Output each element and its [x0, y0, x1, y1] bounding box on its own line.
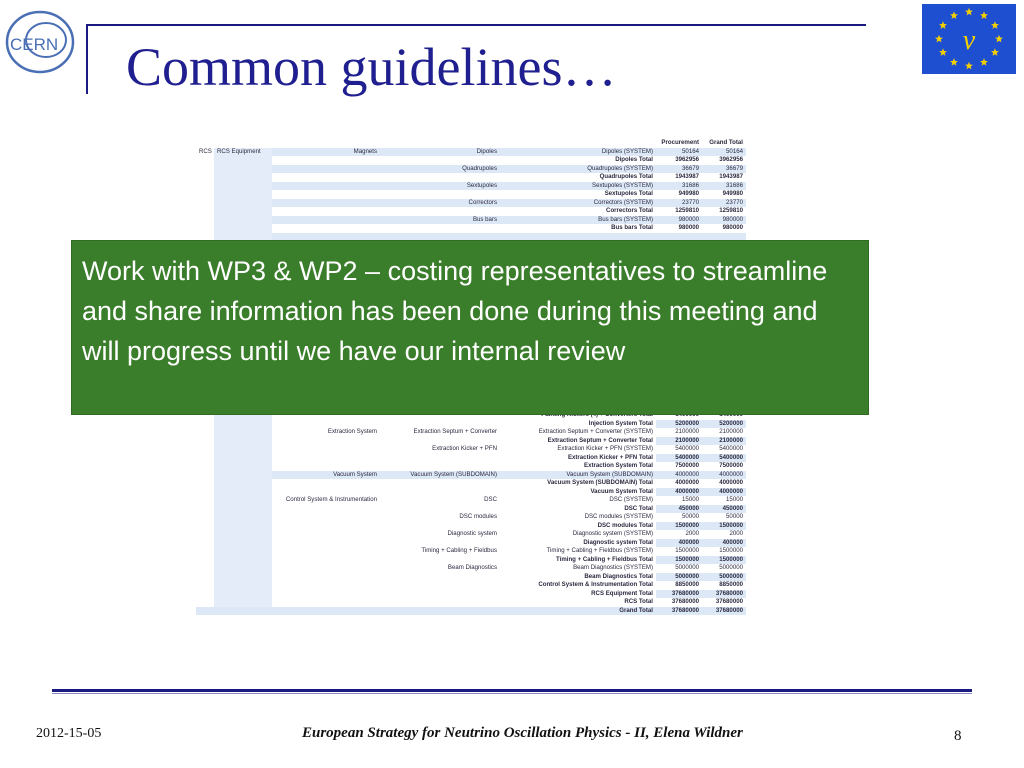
level2-cell	[214, 156, 272, 165]
category-cell: Control System & Instrumentation	[285, 496, 377, 503]
grand-total-cell: 2100000	[702, 437, 746, 446]
table-row	[196, 479, 746, 488]
category-cell	[272, 199, 380, 208]
category-cell: Vacuum System	[272, 471, 380, 480]
subsystem-cell	[380, 224, 500, 233]
grand-total-cell: 50000	[726, 513, 743, 520]
callout-box	[71, 240, 869, 415]
subsystem-cell	[380, 173, 500, 182]
item-cell: Extraction Septum + Converter (SYSTEM)	[538, 428, 653, 435]
table-row	[196, 216, 746, 225]
level2-cell	[214, 165, 272, 174]
grand-total-cell: 4000000	[702, 488, 746, 497]
category-cell	[272, 539, 380, 548]
item-cell: RCS Equipment Total	[500, 590, 656, 599]
category-cell	[272, 437, 380, 446]
level1-cell	[196, 182, 214, 191]
table-row	[196, 522, 746, 531]
level1-cell	[196, 437, 214, 446]
category-cell	[272, 420, 380, 429]
procurement-cell: 450000	[656, 505, 702, 514]
grand-total-cell: 1943987	[719, 173, 743, 180]
grand-total-cell: 23770	[702, 199, 746, 208]
slide-title: Common guidelines…	[126, 37, 617, 97]
level1-cell	[196, 479, 214, 488]
procurement-cell: 50000	[682, 513, 699, 520]
item-cell: Sextupoles Total	[500, 190, 656, 199]
grand-total-cell: 37680000	[702, 607, 746, 616]
level2-cell	[214, 598, 272, 607]
grand-total-cell: 4000000	[719, 479, 743, 486]
level2-cell	[214, 173, 272, 182]
table-row	[196, 513, 746, 522]
category-cell	[272, 173, 380, 182]
category-cell	[272, 165, 380, 174]
category-cell	[272, 556, 380, 565]
item-cell: Vacuum System Total	[500, 488, 656, 497]
level2-cell	[214, 420, 272, 429]
subsystem-cell	[380, 539, 500, 548]
grand-total-cell: 949980	[722, 190, 743, 197]
level1-cell	[196, 598, 214, 607]
item-cell: Extraction Kicker + PFN (SYSTEM)	[557, 445, 653, 452]
level1-cell	[196, 607, 214, 616]
procurement-cell: 5200000	[656, 420, 702, 429]
procurement-cell: 980000	[678, 224, 699, 231]
item-cell: Sextupoles (SYSTEM)	[500, 182, 656, 191]
category-cell	[272, 182, 380, 191]
subsystem-cell: DSC modules	[459, 513, 497, 520]
procurement-cell: 1259810	[675, 207, 699, 214]
level2-cell	[214, 207, 272, 216]
level2-cell	[214, 556, 272, 565]
level1-cell	[196, 488, 214, 497]
category-cell: Extraction System	[327, 428, 377, 435]
level2-cell	[214, 505, 272, 514]
category-cell	[272, 454, 380, 463]
subsystem-cell: Bus bars	[380, 216, 500, 225]
level1-cell	[196, 530, 214, 539]
grand-total-cell: 5200000	[702, 420, 746, 429]
subsystem-cell: Correctors	[380, 199, 500, 208]
level1-cell	[196, 522, 214, 531]
item-cell: Timing + Cabling + Fieldbus (SYSTEM)	[546, 547, 653, 554]
subsystem-cell: Extraction Septum + Converter	[413, 428, 497, 435]
level2-cell	[214, 471, 272, 480]
subsystem-cell	[380, 479, 500, 488]
level1-cell	[196, 513, 214, 522]
grand-total-cell: 36679	[702, 165, 746, 174]
level1-cell	[196, 216, 214, 225]
level2-cell	[214, 496, 272, 505]
procurement-cell: 4000000	[656, 488, 702, 497]
level2-cell	[214, 581, 272, 590]
grand-total-cell: 980000	[702, 216, 746, 225]
level1-cell	[196, 207, 214, 216]
category-cell	[272, 573, 380, 582]
level2-cell	[214, 445, 272, 454]
grand-total-cell: 7500000	[719, 462, 743, 469]
grand-total-cell: 5400000	[702, 454, 746, 463]
item-cell: Bus bars (SYSTEM)	[500, 216, 656, 225]
level2-cell	[214, 479, 272, 488]
level2-cell	[214, 522, 272, 531]
grand-total-cell: 1500000	[702, 556, 746, 565]
category-cell	[272, 216, 380, 225]
category-cell	[272, 564, 380, 573]
level2-cell	[214, 182, 272, 191]
cern-logo	[2, 6, 82, 78]
level2-cell	[214, 488, 272, 497]
item-cell: Quadrupoles (SYSTEM)	[500, 165, 656, 174]
level1-cell	[196, 454, 214, 463]
category-cell	[272, 598, 380, 607]
table-row	[196, 420, 746, 429]
table-row	[196, 598, 746, 607]
procurement-cell: 37680000	[671, 598, 699, 605]
cern-logo-text: CERN	[10, 35, 59, 54]
footer-rule-thin	[52, 693, 972, 694]
subsystem-cell: Quadrupoles	[380, 165, 500, 174]
item-cell: Control System & Instrumentation Total	[500, 581, 656, 590]
table-row	[196, 182, 746, 191]
procurement-cell: 5000000	[656, 573, 702, 582]
level1-cell	[196, 564, 214, 573]
table-row	[196, 530, 746, 539]
level1-cell	[196, 156, 214, 165]
procurement-cell: 36679	[656, 165, 702, 174]
grand-total-cell: 37680000	[702, 590, 746, 599]
procurement-cell: 1500000	[656, 522, 702, 531]
table-row	[196, 454, 746, 463]
level1-cell	[196, 505, 214, 514]
subsystem-cell: DSC	[484, 496, 497, 503]
table-row	[196, 564, 746, 573]
category-cell	[272, 190, 380, 199]
table-row	[196, 428, 746, 437]
category-cell	[272, 581, 380, 590]
table-row	[196, 156, 746, 165]
item-cell: Beam Diagnostics (SYSTEM)	[573, 564, 653, 571]
grand-total-cell: 50164	[702, 148, 746, 157]
grand-total-cell: 31686	[702, 182, 746, 191]
level2-cell	[214, 564, 272, 573]
grand-total-cell: 1500000	[702, 522, 746, 531]
level2-cell	[214, 224, 272, 233]
category-cell	[272, 156, 380, 165]
category-cell	[272, 479, 380, 488]
category-cell	[272, 590, 380, 599]
procurement-cell: 1943987	[675, 173, 699, 180]
subsystem-cell: Vacuum System (SUBDOMAIN)	[380, 471, 500, 480]
subsystem-cell	[380, 420, 500, 429]
page-number: 8	[954, 728, 962, 744]
table-row	[196, 547, 746, 556]
item-cell: Dipoles Total	[500, 156, 656, 165]
level2-cell	[214, 530, 272, 539]
subsystem-cell: Dipoles	[380, 148, 500, 157]
table-row	[196, 581, 746, 590]
subsystem-cell	[380, 556, 500, 565]
procurement-cell: 4000000	[656, 471, 702, 480]
subsystem-cell	[380, 598, 500, 607]
subsystem-cell: Sextupoles	[380, 182, 500, 191]
procurement-cell: 23770	[656, 199, 702, 208]
level2-cell	[214, 462, 272, 471]
level1-cell	[196, 590, 214, 599]
table-row	[196, 471, 746, 480]
item-cell: Correctors (SYSTEM)	[500, 199, 656, 208]
item-cell: Extraction Septum + Converter Total	[500, 437, 656, 446]
category-cell	[272, 522, 380, 531]
procurement-cell: 1500000	[656, 556, 702, 565]
table-row	[196, 505, 746, 514]
subsystem-cell	[380, 590, 500, 599]
category-cell	[272, 547, 380, 556]
procurement-cell: 37680000	[656, 607, 702, 616]
subsystem-cell	[380, 454, 500, 463]
procurement-cell: 980000	[656, 216, 702, 225]
category-cell	[272, 445, 380, 454]
subsystem-cell	[380, 573, 500, 582]
level2-cell	[214, 428, 272, 437]
grand-total-cell: 1259810	[719, 207, 743, 214]
procurement-cell: 4000000	[675, 479, 699, 486]
procurement-cell: 2100000	[656, 437, 702, 446]
category-cell: Magnets	[272, 148, 380, 157]
item-cell: Grand Total	[500, 607, 656, 616]
table-row	[196, 165, 746, 174]
item-cell: DSC Total	[500, 505, 656, 514]
level2-cell	[214, 437, 272, 446]
level2-cell	[214, 216, 272, 225]
category-cell	[272, 224, 380, 233]
grand-total-cell: 5000000	[702, 573, 746, 582]
grand-total-cell: 2100000	[719, 428, 743, 435]
level2-cell	[214, 539, 272, 548]
level1-cell	[196, 581, 214, 590]
item-cell: DSC modules Total	[500, 522, 656, 531]
item-cell: Diagnostic system Total	[500, 539, 656, 548]
title-rule-horizontal	[86, 24, 866, 26]
level1-cell	[196, 224, 214, 233]
level1-cell	[196, 496, 214, 505]
level1-cell	[196, 539, 214, 548]
level2-cell: RCS Equipment	[214, 148, 272, 157]
procurement-cell: 1500000	[675, 547, 699, 554]
procurement-cell: 8850000	[675, 581, 699, 588]
level1-cell	[196, 445, 214, 454]
footer-rule	[52, 689, 972, 692]
item-cell: Vacuum System (SUBDOMAIN)	[500, 471, 656, 480]
item-cell: Vacuum System (SUBDOMAIN) Total	[500, 479, 656, 488]
table-row	[196, 173, 746, 182]
level2-cell	[214, 547, 272, 556]
table-row	[196, 437, 746, 446]
table-row	[196, 190, 746, 199]
table-row	[196, 224, 746, 233]
procurement-cell: 2100000	[675, 428, 699, 435]
level2-cell	[214, 454, 272, 463]
subsystem-cell	[380, 462, 500, 471]
level2-cell	[214, 190, 272, 199]
grand-total-cell: 2000	[729, 530, 743, 537]
category-cell	[272, 488, 380, 497]
procurement-cell: 7500000	[675, 462, 699, 469]
item-cell: DSC (SYSTEM)	[609, 496, 653, 503]
level1-cell: RCS	[199, 147, 212, 155]
procurement-cell: 400000	[656, 539, 702, 548]
category-cell	[272, 530, 380, 539]
grand-total-cell: 3962956	[719, 156, 743, 163]
grand-total-cell: 450000	[702, 505, 746, 514]
table-row	[196, 488, 746, 497]
table-header-row	[196, 139, 746, 148]
table-row	[196, 590, 746, 599]
item-cell: Dipoles (SYSTEM)	[500, 148, 656, 157]
grand-total-cell: 15000	[726, 496, 743, 503]
callout-text: Work with WP3 & WP2 – costing representatives to streamline and share information has been done during this meeting and will progress until we have our internal review	[82, 256, 828, 366]
item-cell: RCS Total	[500, 598, 656, 607]
table-row	[196, 573, 746, 582]
level2-cell	[214, 590, 272, 599]
item-cell: DSC modules (SYSTEM)	[584, 513, 653, 520]
procurement-header: Procurement	[661, 139, 699, 146]
subsystem-cell	[380, 190, 500, 199]
subsystem-cell	[380, 437, 500, 446]
level1-cell	[196, 428, 214, 437]
procurement-cell: 37680000	[656, 590, 702, 599]
grand-total-cell: 5400000	[719, 445, 743, 452]
grand-total-cell: 980000	[722, 224, 743, 231]
procurement-cell: 5400000	[656, 454, 702, 463]
footer-date: 2012-15-05	[36, 726, 102, 741]
neutrino-symbol: ν	[962, 25, 976, 56]
item-cell: Extraction Kicker + PFN Total	[500, 454, 656, 463]
procurement-cell: 31686	[656, 182, 702, 191]
grand-total-cell: 37680000	[715, 598, 743, 605]
table-row	[196, 607, 746, 616]
table-row	[196, 148, 746, 157]
subsystem-cell	[380, 488, 500, 497]
level1-cell	[196, 190, 214, 199]
title-rule-vertical	[86, 24, 88, 94]
item-cell: Injection System Total	[500, 420, 656, 429]
table-row	[196, 496, 746, 505]
subsystem-cell	[380, 607, 500, 616]
category-cell	[272, 607, 380, 616]
procurement-cell: 15000	[682, 496, 699, 503]
grand-total-header: Grand Total	[709, 139, 743, 146]
item-cell: Quadrupoles Total	[500, 173, 656, 182]
item-cell: Diagnostic system (SYSTEM)	[572, 530, 653, 537]
level2-cell	[214, 607, 272, 616]
level1-cell	[196, 173, 214, 182]
procurement-cell: 50164	[656, 148, 702, 157]
grand-total-cell: 5000000	[719, 564, 743, 571]
subsystem-cell	[380, 522, 500, 531]
procurement-cell: 5000000	[675, 564, 699, 571]
level1-cell	[196, 547, 214, 556]
item-cell: Correctors Total	[500, 207, 656, 216]
procurement-cell: 5400000	[675, 445, 699, 452]
level1-cell	[196, 420, 214, 429]
footer-credit: European Strategy for Neutrino Oscillation Physics - II, Elena Wildner	[302, 725, 743, 741]
subsystem-cell	[380, 505, 500, 514]
level1-cell	[196, 573, 214, 582]
eu-neutrino-logo	[922, 4, 1016, 74]
procurement-cell: 2000	[685, 530, 699, 537]
subsystem-cell	[380, 156, 500, 165]
level1-cell	[196, 556, 214, 565]
procurement-cell: 949980	[678, 190, 699, 197]
category-cell	[272, 462, 380, 471]
subsystem-cell	[380, 581, 500, 590]
table-row	[196, 539, 746, 548]
subsystem-cell: Timing + Cabling + Fieldbus	[421, 547, 497, 554]
table-row	[196, 556, 746, 565]
category-cell	[272, 513, 380, 522]
grand-total-cell: 4000000	[702, 471, 746, 480]
item-cell: Bus bars Total	[500, 224, 656, 233]
grand-total-cell: 400000	[702, 539, 746, 548]
item-cell: Extraction System Total	[500, 462, 656, 471]
subsystem-cell: Extraction Kicker + PFN	[432, 445, 497, 452]
subsystem-cell	[380, 207, 500, 216]
grand-total-cell: 8850000	[719, 581, 743, 588]
level1-cell	[196, 462, 214, 471]
category-cell	[272, 505, 380, 514]
level1-cell	[196, 471, 214, 480]
item-cell: Timing + Cabling + Fieldbus Total	[500, 556, 656, 565]
level2-cell	[214, 513, 272, 522]
subsystem-cell: Beam Diagnostics	[447, 564, 497, 571]
table-row	[196, 445, 746, 454]
grand-total-cell: 1500000	[719, 547, 743, 554]
item-cell: Beam Diagnostics Total	[500, 573, 656, 582]
level2-cell	[214, 199, 272, 208]
category-cell	[272, 207, 380, 216]
table-row	[196, 207, 746, 216]
table-row	[196, 199, 746, 208]
level1-cell	[196, 165, 214, 174]
procurement-cell: 3962956	[675, 156, 699, 163]
level1-cell	[196, 199, 214, 208]
subsystem-cell: Diagnostic system	[447, 530, 497, 537]
level2-cell	[214, 573, 272, 582]
table-row	[196, 462, 746, 471]
